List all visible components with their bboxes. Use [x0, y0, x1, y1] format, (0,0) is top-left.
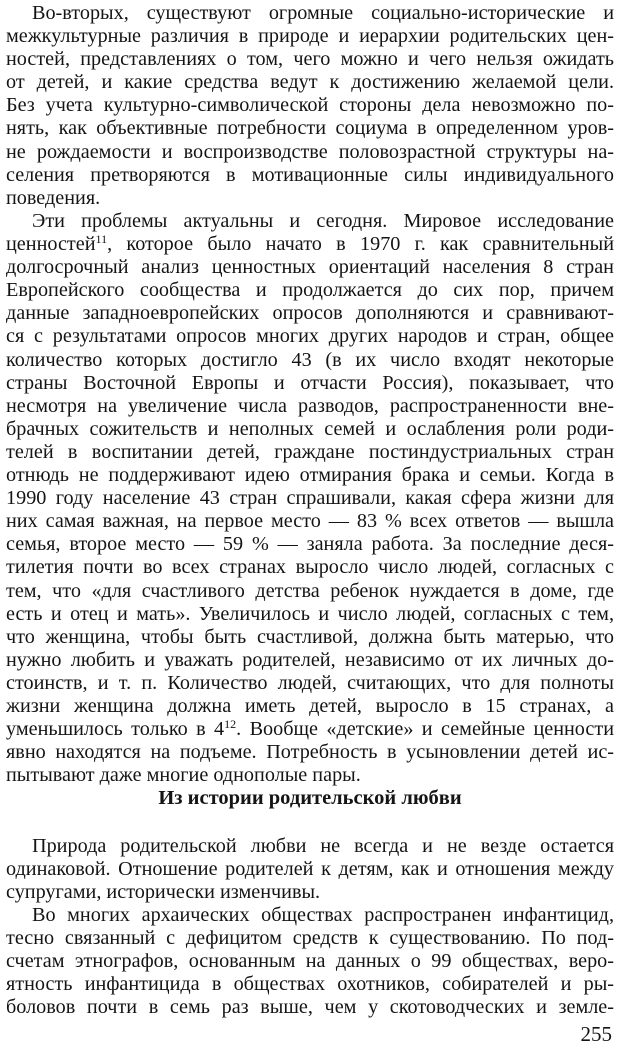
text-fragment: уменьшилось только в 4	[6, 718, 225, 741]
text-line: страны Восточной Европы и отчасти Россия), показывает, что	[6, 371, 614, 394]
text-line: несмотря на увеличение числа разводов, распространенности вне-	[6, 394, 614, 417]
text-line: боловов почти в семь раз выше, чем у скотоводческих и земле-	[6, 996, 614, 1019]
paragraph-nature-of-parental-love	[6, 835, 614, 904]
paragraph-cultural-differences	[6, 2, 614, 210]
section-heading: Из истории родительской любви	[158, 787, 462, 809]
text-line: телей в воспитании детей, граждане постиндустриальных стран	[6, 440, 614, 463]
text-line: нять, как объективные потребности социума в определенном уров-	[6, 117, 614, 140]
text-fragment: . Вообще «детские» и семейные ценности	[236, 718, 614, 741]
page-number: 255	[580, 1022, 612, 1046]
text-line-with-footnote	[6, 233, 614, 256]
text-line: что женщина, чтобы быть счастливой, должна быть матерью, что	[6, 625, 614, 648]
text-line: Природа родительской любви не всегда и не везде остается	[32, 835, 614, 857]
text-line: есть и отец и мать». Увеличилось и число людей, согласных с тем,	[6, 602, 614, 625]
text-line: Европейского сообщества и продолжается до сих пор, причем	[6, 279, 614, 302]
text-fragment: ценностей	[6, 233, 96, 256]
text-line: стоинств, и т. п. Количество людей, считающих, что для полноты	[6, 671, 614, 694]
text-line: брачных сожительств и неполных семей и ослабления роли роди-	[6, 417, 614, 440]
text-line: тем, что «для счастливого детства ребенок нуждается в доме, где	[6, 579, 614, 602]
text-line: тилетия почти во всех странах выросло число людей, согласных с	[6, 556, 614, 579]
text-line: ностей, представлениях о том, чего можно и чего нельзя ожидать	[6, 48, 614, 71]
text-line: 1990 году население 43 стран спрашивали, какая сфера жизни для	[6, 487, 614, 510]
text-line: счетам этнографов, основанным на данных о 99 обществах, веро-	[6, 950, 614, 973]
text-line: данные западноевропейских опросов дополняются и сравнивают-	[6, 302, 614, 325]
text-line: межкультурные различия в природе и иерархии родительских цен-	[6, 25, 614, 48]
text-line: Эти проблемы актуальны и сегодня. Мировое исследование	[32, 210, 614, 232]
text-line: Во многих архаических обществах распространен инфантицид,	[32, 904, 614, 926]
text-line: нужно любить и уважать родителей, независимо от их личных до-	[6, 648, 614, 671]
text-line: долгосрочный анализ ценностных ориентаций населения 8 стран	[6, 256, 614, 279]
text-line: от детей, и какие средства ведут к достижению желаемой цели.	[6, 71, 614, 94]
footnote-mark-11: 11	[95, 232, 108, 247]
text-line: количество которых достигло 43 (в их число входят некоторые	[6, 348, 614, 371]
footnote-mark-12: 12	[224, 717, 237, 732]
text-line: ятность инфантицида в обществах охотников, собирателей и ры-	[6, 973, 614, 996]
paragraph-world-values-survey	[6, 210, 614, 787]
text-line: Без учета культурно-символической стороны дела невозможно по-	[6, 94, 614, 117]
text-line: одинаковой. Отношение родителей к детям, как и отношения между	[6, 858, 614, 881]
text-line: пытывают даже многие однополые пары.	[6, 764, 361, 787]
text-fragment: , которое было начато в 1970 г. как сравнительный	[107, 233, 614, 256]
text-line: поведения.	[6, 186, 101, 209]
text-line: жизни женщина должна иметь детей, выросло в 15 странах, а	[6, 694, 614, 717]
text-line: них самая важная, на первое место — 83 % всех ответов — вышла	[6, 510, 614, 533]
text-line: явно находятся на подъеме. Потребность в усыновлении детей ис-	[6, 741, 614, 764]
text-line: не рождаемости и воспроизводстве половозрастной структуры на-	[6, 140, 614, 163]
text-line: отнюдь не поддерживают идею отмирания брака и семьи. Когда в	[6, 464, 614, 487]
text-line: ся с результатами опросов многих других народов и стран, общее	[6, 325, 614, 348]
text-line: семья, второе место — 59 % — заняла работа. За последние деся-	[6, 533, 614, 556]
text-line-with-footnote	[6, 718, 614, 741]
paragraph-infanticide	[6, 904, 614, 1019]
text-line: Во-вторых, существуют огромные социально-исторические и	[32, 2, 614, 24]
text-line: селения претворяются в мотивационные силы индивидуального	[6, 163, 614, 186]
text-line: тесно связанный с дефицитом средств к существованию. По под-	[6, 927, 614, 950]
text-line: супругами, исторически изменчивы.	[6, 881, 321, 904]
